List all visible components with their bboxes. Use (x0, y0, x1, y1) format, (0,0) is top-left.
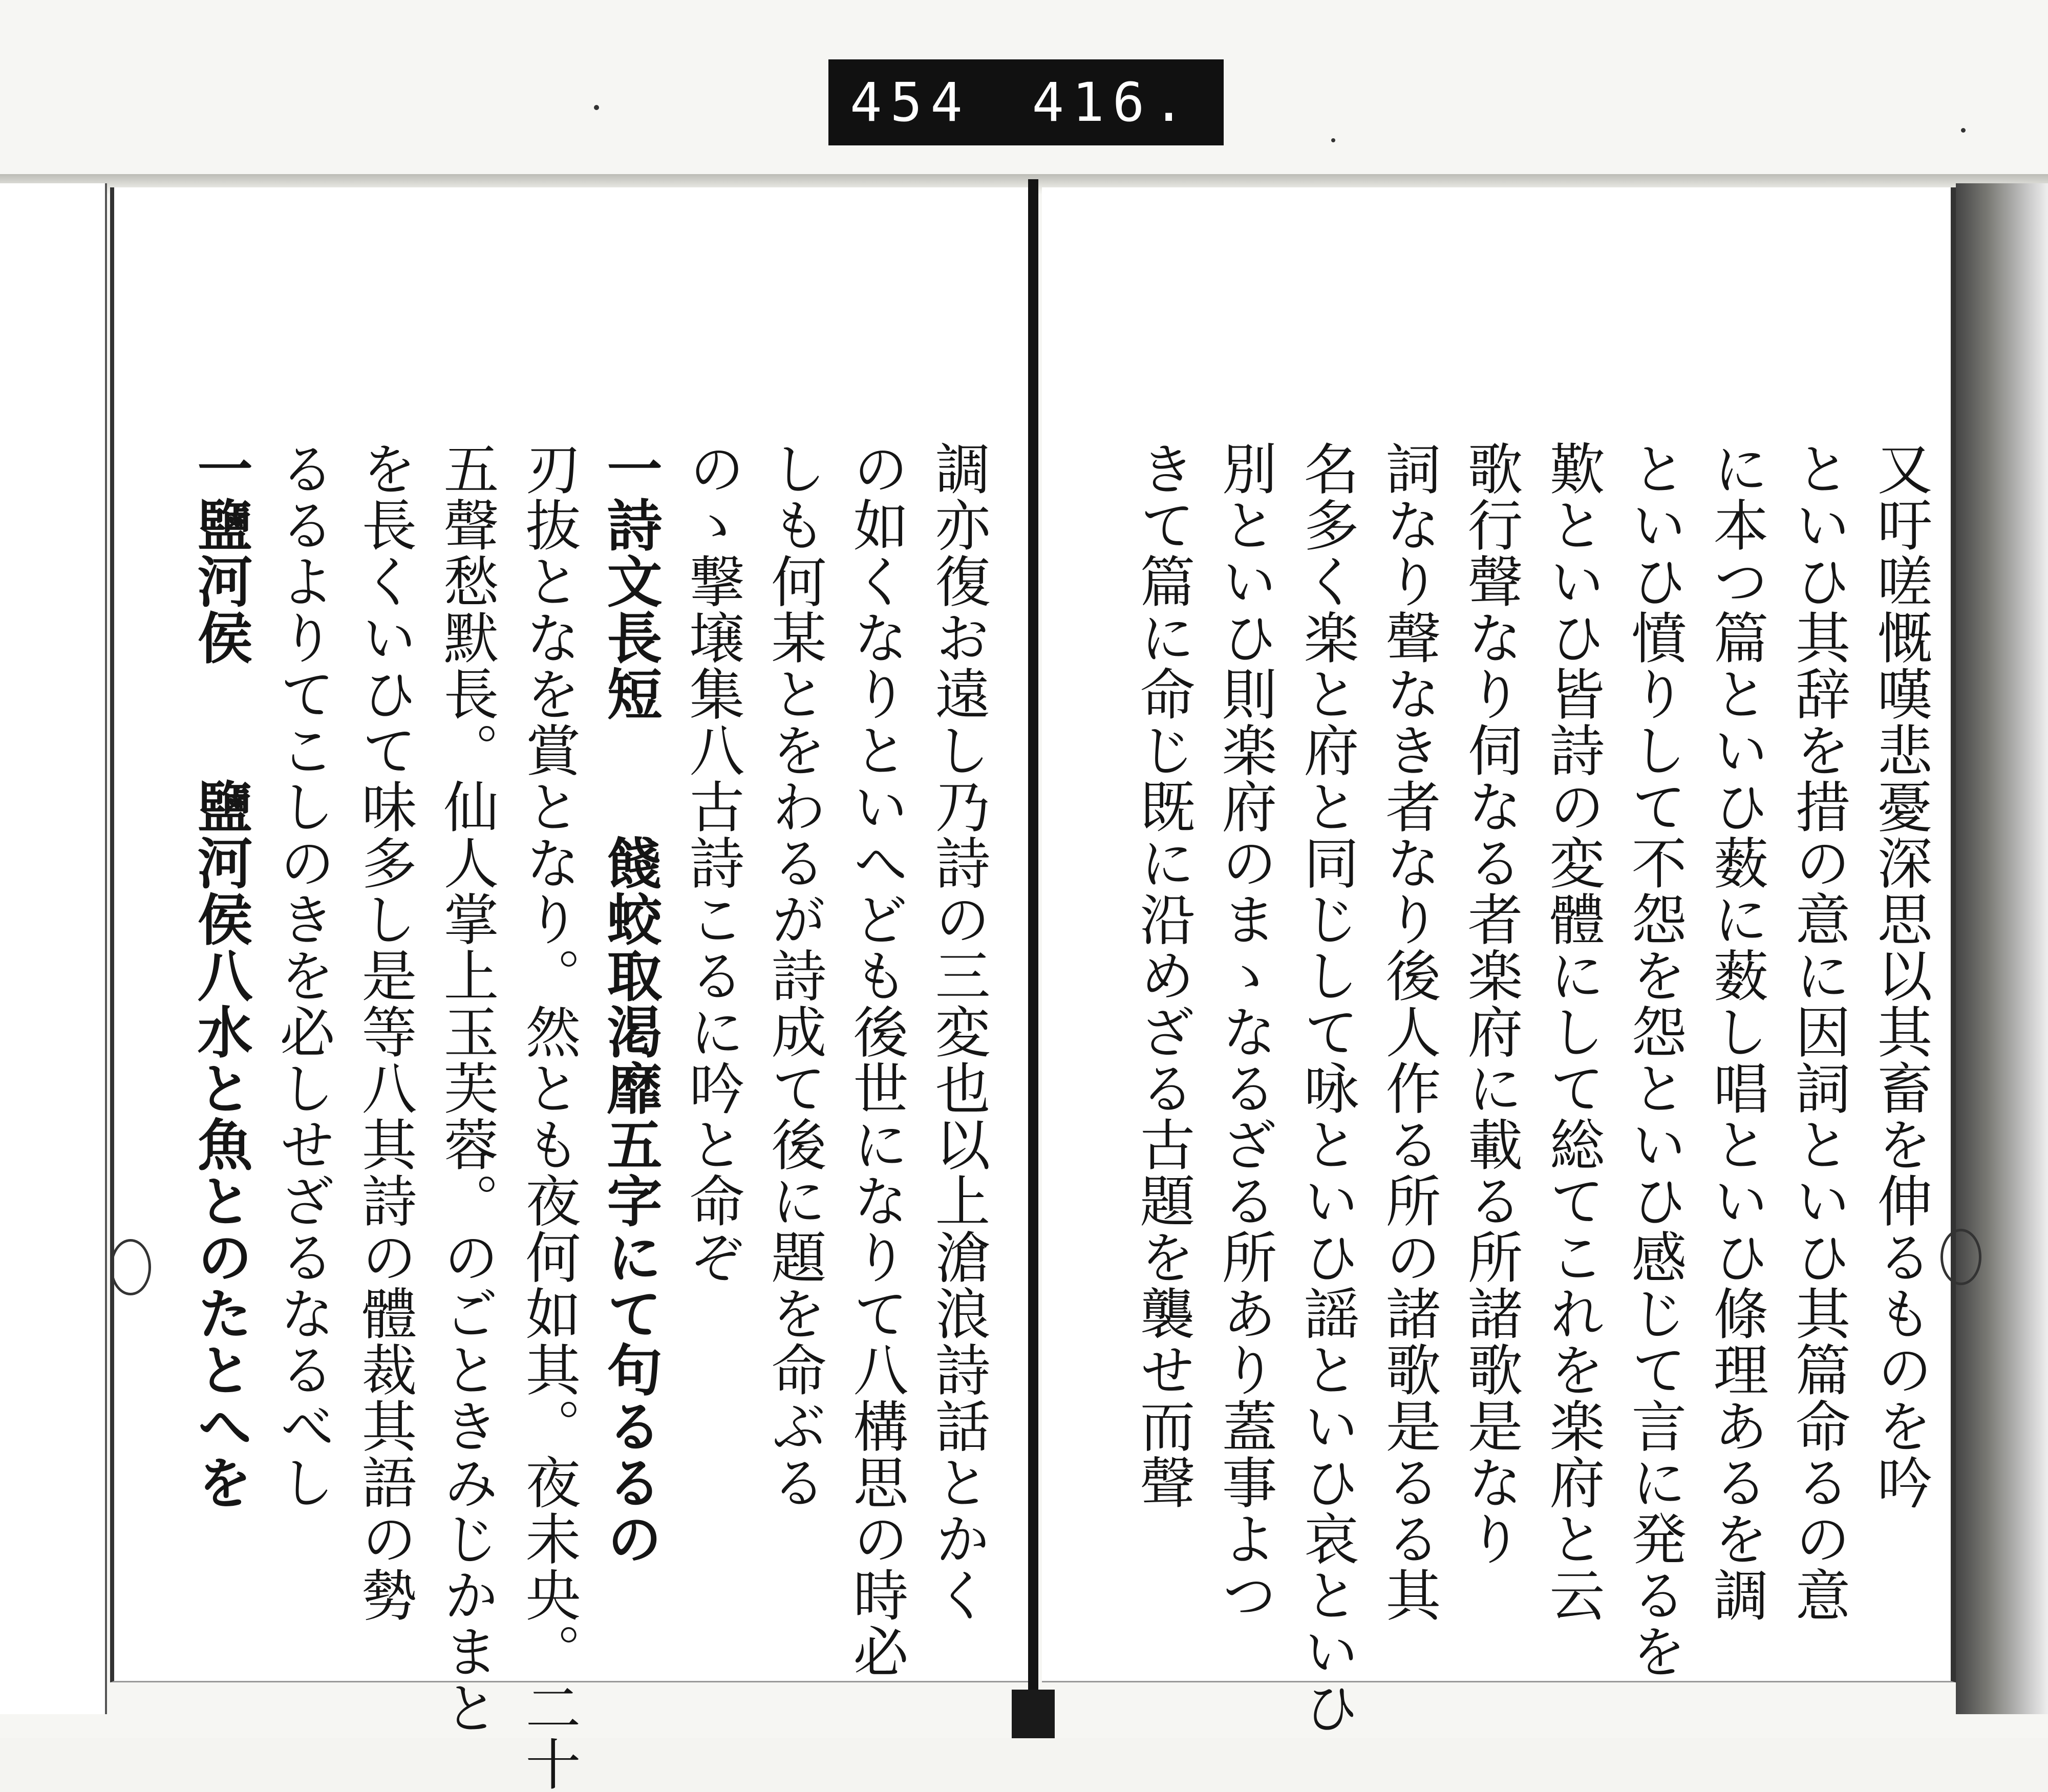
cover-right-edge (1956, 183, 2048, 1714)
section-heading-line: 一鹽河侯 鹽河侯八水と魚とのたとへを (188, 440, 252, 1510)
right-margin-mark (1940, 1229, 1981, 1285)
text-line: 歎といひ皆詩の変體にして総てこれを楽府と云 (1540, 440, 1604, 1623)
text-line: のゝ撃壌集八古詩こるに吟と命ぞ (680, 440, 744, 1285)
text-line: 刃抜となを賞となり。然とも夜何如其。夜未央。二十 (516, 440, 580, 1792)
text-line: 歌行聲なり伺なる者楽府に載る所諸歌是なり (1458, 440, 1522, 1567)
text-line: といひ其辞を措の意に因詞といひ其篇命るの意 (1786, 440, 1850, 1623)
text-line: を長くいひて味多し是等八其詩の體裁其語の勢 (352, 440, 416, 1623)
left-margin-mark (110, 1239, 151, 1295)
left-page-text (188, 440, 998, 1792)
text-line: るるよりてこしのきを必しせざるなるべし (270, 440, 334, 1510)
text-line: に本つ篇といひ薮に薮し唱といひ條理あるを調 (1704, 440, 1768, 1623)
text-line: 又吁嗟慨嘆悲憂深思以其畜を伸るものを吟 (1868, 440, 1932, 1510)
scan-speck (594, 105, 599, 110)
text-line: の如くなりといへども後世になりて八構思の時必 (844, 440, 908, 1679)
scan-speck (1331, 138, 1335, 142)
section-heading-line: 一詩文長短 餞蛟取渇靡五字にて句るるの (598, 440, 662, 1567)
book-spine-foot (1012, 1690, 1055, 1738)
scan-speck (1961, 128, 1966, 133)
text-line: きて篇に命じ既に沿めざる古題を襲せ而聲 (1130, 440, 1194, 1510)
text-line: 名多く楽と府と同じして咏といひ謡といひ哀といひ (1294, 440, 1358, 1736)
right-page-text (1130, 440, 1940, 1736)
text-line: といひ憤りして不怨を怨といひ感じて言に発るを (1622, 440, 1686, 1679)
frame-number-label (828, 59, 1224, 145)
book-spine (1028, 179, 1038, 1705)
text-line: しも何某とをわるが詩成て後に題を命ぶる (762, 440, 826, 1510)
text-line: 五聲愁默長。仙人掌上玉芙蓉。のごときみじかまと (434, 440, 498, 1736)
frame-number-right: 416. (1032, 71, 1193, 134)
text-line: 調亦復お遠し乃詩の三変也以上滄浪詩話とかく (926, 440, 990, 1623)
text-line: 別といひ則楽府のまゝなるざる所あり蓋事よつ (1212, 440, 1276, 1623)
cover-left-edge (0, 183, 107, 1714)
frame-number-left: 454 (850, 71, 971, 134)
text-line: 詞なり聲なき者なり後人作る所の諸歌是るる其 (1376, 440, 1440, 1623)
